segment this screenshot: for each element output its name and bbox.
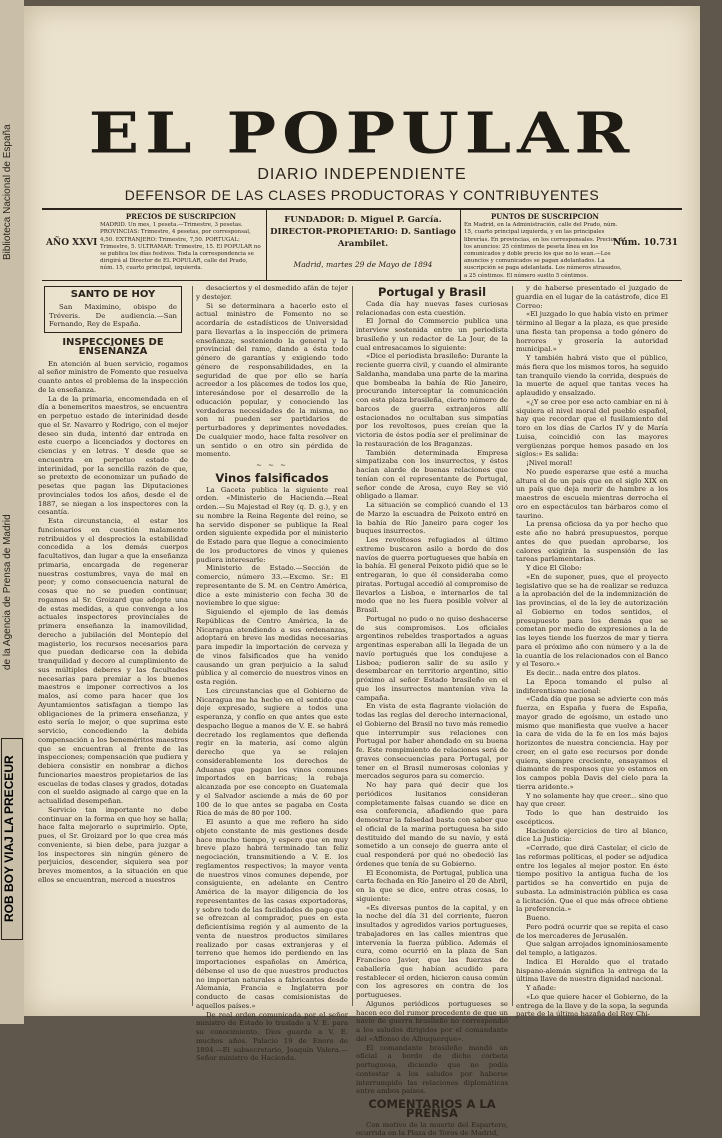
paragraph: «Cada día que pasa se advierte con más fuerza, en España y fuera de España, mayor grado de egoísmo, un estado uno mismo que manifiesta que vuelve a hacer la cara de vida de la fe en los más bajos horizontes de nuestra conciencia. Hay por creer, en el gato ese recursos por donde quiera, siempre creciente, ensayamos el diamante de responsos que yo estamos en los campos pobla Davis del cielo para la tierra aridente.» (516, 695, 668, 791)
masthead-tagline: DEFENSOR DE LAS CLASES PRODUCTORAS Y CONTRIBUYENTES (24, 187, 700, 203)
paragraph: Los circunstancias que el Gobierno de Nicaragua me ha hecho en el sentido que deje expresado, sugiere a todos una esperanza, y confío en que antes que este despacho llegue a manos de V. E. se habrá decretado los reglamentos que defienda regir en la materia, así como algún derecho que ya se relajen considerablemente los derechos de Aduanas que pagan los vinos comunes importados en barricas; la rebaja alcanzada por ese concepto en Guatemala y el Salvador asciende a más de 60 por 100 de lo que antes se pagaba en Costa Rica de más de 80 por 100. (196, 687, 348, 818)
paragraph: Y dice El Globo: (516, 564, 668, 573)
paragraph: Esta circunstancia, el estar los funcionarios en cuestión malamente retribuidos y el desprecios la estabilidad concedida a los demás cuerpos facultativos, dan lugar a que la enseñanza primaria, encargada de regenerar nuestras costumbres, vaya de mal en peor; y como consecuencia natural de cosas que no se pueden continuar, rogamos al Sr. Groizard que adopte una de estas medidas, a que convenga a los actuales inspectores provinciales de primera enseñanza la inamovilidad, derecho a jubilación del Montepío del magisterio, los recursos necesarios para que puedan dedicarse con la debida tranquilidad y decoro al cumplimiento de sus múltiples deberes y las facultades necesarias para premiar a los buenos maestros e imponer correctivos a los malos, así como para hacer que los Ayuntamientos satisfagan a tiempo las obligaciones de la primera enseñanza, y esto sería lo mejor, o que suprima este servicio, concediendo la debida compensación a los beneméritos maestros que se encuentran al frente de las inspecciones; compensación que pudiera y debiera consistir en nombrar a dichos funcionarios maestros propietarios de las escuelas de todas clases y grados, dotadas con el sueldo asignado al cargo que en la actualidad desempeñan. (38, 517, 188, 806)
info-bar (42, 208, 682, 281)
paragraph: De real orden comunicada por el señor ministro de Estado lo traslado a V. E. para su conocimiento. Dios guarde a V. E. muchos años. Palacio 19 de Enero de 1894.—El subsecretario, Joaquín Valera.—Señor ministro de Hacienda. (196, 1011, 348, 1064)
paragraph: Bueno. (516, 914, 668, 923)
paragraph: Ministerio de Estado.—Sección de comercio, número 33.—Excmo. Sr.: El representante de S. M. en Centro América, dice a este ministerio con fecha 30 de noviembre lo que sigue: (196, 564, 348, 608)
masthead-subtitle: DIARIO INDEPENDIENTE (24, 166, 700, 184)
article-title-vinos: Vinos falsificados (196, 474, 348, 483)
column-1 (38, 284, 188, 1014)
subscription-prices (100, 210, 262, 280)
paragraph: Y también habrá visto que el público, más fiera que los mismos toros, ha seguido tan tranquilo viendo la corrida, después de la muerte de aquel que tantas veces ha aplaudido y ensalzado. (516, 354, 668, 398)
paragraph: Indica El Heraldo que el tratado hispano-alemán significa la entrega de la última llave de nuestra dignidad nacional. (516, 958, 668, 984)
paragraph: La de la primaria, encomendada en el día a benemeritos maestros, se encuentra en perpetuo estado de interinidad desde que el Sr. Navarro y Rodrigo, con el mejor deseo sin duda, intentó dar entrada en este cuerpo a licenciados y doctores en ciencias y en letras. Y desde que se encuentra en perpetuo estado de interinidad, por la sencilla razón de que, so pretexto de economizar un puñado de pesetas que pagan las Diputaciones provinciales todos los años, desde el de 1887, se niegan a los inspectores con la cesantía. (38, 395, 188, 518)
ornament-divider: ~ ~ ~ (196, 461, 348, 470)
paragraph: Pero podrá ocurrir que se repita el caso de los mercaderes de Jerusalén. (516, 923, 668, 941)
paragraph: El Jornal do Commercio publica una interview sostenida entre un periodista brasileño y un redactor de La Jour, de la cual entresacamos lo siguiente: (356, 317, 508, 352)
director-line: DIRECTOR-PROPIETARIO: D. Santiago Arambilet. (268, 226, 458, 250)
adjacent-page-strip (0, 0, 24, 1024)
subscription-points (464, 210, 626, 280)
paragraph: «Dice el periodista brasileño: Durante la reciente guerra civil, y cuando el almirante Saldanha, mandaba una parte de la marina que bombeaba la bahía de Río Janeiro, procurando interceptar la comunicación con esta plaza brasileña, cierto número de barcos de guerra extranjeros allí estacionados no ocultaban sus simpatías por los revoltosos, pues creían que la victoria de éstos podía ser el preliminar de la restauración de los Braganzas. (356, 352, 508, 448)
paragraph: En atención al buen servicio, rogamos al señor ministro de Fomento que resuelva cuanto antes el problema de la inspección de la enseñanza. (38, 360, 188, 395)
paragraph: Servicio tan importante no debe continuar en la forma en que hoy se halla; hace falta mejorarlo o suprimirlo. Opte, pues, el Sr. Groizard por lo que crea más conveniente, si bien debe, para juzgar a los inspectores sin ningún género de perjuicios, descender, siquiera sea por breves momentos, a la situación en que ellos se encuentran, merced a nuestros (38, 806, 188, 885)
article-title-comentarios: COMENTARIOS A LA PRENSA (356, 1100, 508, 1118)
subscription-title: PRECIOS DE SUSCRIPCION (100, 213, 262, 220)
paragraph: No puede esperarse que esté a mucha altura el de un país que en el siglo XIX en un país que deja morir de hambre a los maestros de escuela mientras derrocha el oro en espectáculos tan bárbaros como el taurino. (516, 468, 668, 521)
points-lines: En Madrid, en la Administración, calle del Prado, núm. 15, cuarto principal izquierda, y en las principales librerías. En provincias, en los corresponsales. Precios de los anuncios: 25 céntimos de peseta línea en los comunicados y doble precio los que no lo sean.—Los anuncios y comunicados se pagan adelantados. La suscripción se paga adelantada. Los números atrasados, a 25 céntimos. El número suelto 5 céntimos. (464, 222, 625, 278)
issue-date: Madrid, martes 29 de Mayo de 1894 (268, 260, 458, 269)
paragraph: Todo lo que han destruido los escépticos. (516, 809, 668, 827)
paragraph: La prensa oficiosa da ya por hecho que este año no habrá presupuestos, porque antes de que puedan aprobarse, los calores exigirán la suspensión de las tareas parlamentarias. (516, 520, 668, 564)
paragraph: Y no solamente hay que creer... sino que hay que creer. (516, 792, 668, 810)
paragraph: Y añade: (516, 984, 668, 993)
paragraph: La situación se complicó cuando el 13 de Marzo la escuadra de Peixoto entró en la bahía de Río Janeiro para coger los buques insurrectos. (356, 501, 508, 536)
publisher-info (268, 214, 458, 250)
paragraph: Con motivo de la muerte del Espartero, ocurrida en la Plaza de Toros de Madrid, (356, 1121, 508, 1138)
paragraph: La Época tomando el pulso al indiferentismo nacional: (516, 678, 668, 696)
paragraph: Es decir... nada entre dos platos. (516, 669, 668, 678)
newspaper-page (24, 6, 700, 1016)
santo-box (44, 286, 182, 333)
spine-label-top: Biblioteca Nacional de España (2, 60, 13, 260)
paragraph: ¡Nivel moral! (516, 459, 668, 468)
santo-text: San Maximino, obispo de Tréveris. De audiencia.—San Fernando, Rey de España. (49, 303, 177, 329)
paragraph: El comandante brasileño mandó un oficial a bordo de dicho corbeta portuguesa, diciendo que no podía contestar a los saludos por haberse interrumpido las relaciones diplomáticas entre ambos países. (356, 1044, 508, 1097)
paragraph: desaciertos y el desmedido afán de tejer y destejer. (196, 284, 348, 302)
paragraph: En vista de esta flagrante violación de todas las reglas del derecho internacional, el Gobierno del Brasil no tuvo más remedio que interrumpir sus relaciones con Portugal por haber ahondado en su buena fe. Este rompimiento de relaciones será de graves consecuencias para Portugal, por tener en el Brasil numerosas colonias y mercados seguros para su comercio. (356, 702, 508, 781)
paragraph: No hay para qué decir que los periódicos lusitanos consideran completamente falsas cuando se dice en esa conferencia, añadiendo que para demostrar la falsedad basta con saber que el oficial de la marina portuguesa ha sido destituido del mando de su navío, y está sometido a un consejo de guerra ante el cual responderá por qué no obedeció las órdenes que tenía de su Gobierno. (356, 781, 508, 869)
paragraph: y de haberse presentado el juzgado de guardia en el lugar de la catástrofe, dice El Correo: (516, 284, 668, 310)
article-title-inspecciones: INSPECCIONES DE ENSEÑANZA (38, 339, 188, 357)
column-rule (352, 286, 353, 1006)
paragraph: Haciendo ejercicios de tiro al blanco, dice La Justicia: (516, 827, 668, 845)
paragraph: «En de suponer, pues, que el proyecto legislativo que se ha de realizar se reduzca a la aprobación del de la indemnización de las provincias, el de la ley de autorización al Gobierno en todos sentidos, el presupuesto para los demás que se cometan por medio de expresiones a la de las leyes tiende los fuerzos de mar y tierra para el próximo año con número y a la de la cuantía de los relacionados con el Banco y el Tesoro.» (516, 573, 668, 669)
paragraph: «Es diversas puntos de la capital, y en la noche del día 31 del corriente, fueron insultados y agredidos varios portugueses, trabajadores en las calles mientras que intervenía la fuerza pública. Además el cura, como ocurrió en la plaza de San Francisco Javier, que las fuerzas de caballería que habían acudido para restablecer el orden, hicieron causa común con los agresores en contra de los portugueses. (356, 904, 508, 1000)
article-title-portugal: Portugal y Brasil (356, 288, 508, 297)
issue-number: Núm. 10.731 (613, 238, 678, 248)
points-title: PUNTOS DE SUSCRIPCION (464, 213, 626, 220)
founder-line: FUNDADOR: D. Miguel P. García. (268, 214, 458, 226)
paragraph: El asunto a que me refiero ha sido objeto constante de mis gestiones desde hace mucho tiempo, y espero que en muy breve plazo habrá terminado tan feliz negociación, transmitiendo a V. E. los reglamentos respectivos; la mayor venta de nuestros vinos comunes depende, por consiguiente, en adelante en Centro América de la mayor diligencia de los representantes de las casas exportadoras, y sobre todo de las facilidades de pago que se ofrezcan al comprador, pues en esta deficientísima región y al aumento de la venta de nuestros productos similares realizado por casas extranjeras y el terreno que hemos ido perdiendo en las importaciones españolas en América, débense el uso de que nuestros productos no importan naturales a fabricantes desde Alemania, Francia e Inglaterra por conducto de casas comisionistas de aquellos países.» (196, 818, 348, 1011)
paragraph: Portugal no pudo o no quiso deshacerse de sus compromisos. Los oficiales argentinos rebeldes trasportados a aguas argentinas esperaban allí la llegada de un navío portugués que los condujese a Lisboa; pudieron salir de su asilo y desembarcar en territorio argentino, sitio próximo al señor Estado brasileño en el que los insurrectos mantenían viva la campaña. (356, 615, 508, 703)
subscription-lines: MADRID. Un mes, 1 peseta.—Trimestre, 3 pesetas. PROVINCIAS: Trimestre, 4 pesetas, por corresponsal, 4,50. EXTRANJERO: Trimestre, 7,50. PORTUGAL: Trimestre, 5. ULTRAMAR: Trimestre, 15. El POPULAR no se publica los días festivos. Toda la correspondencia se dirigirá al Director de EL POPULAR, calle del Prado, núm. 15, cuarto principal, izquierda. (100, 222, 261, 271)
paragraph: Si se determinara a hacerlo esto el actual ministro de Fomento no se acordaría de estadísticos de Universidad para llevarlas a la inspección de primera enseñanza; sosteniendo la general y la provincial del ramo, dando a ésta todo género de garantías y exigiendo todo género de responsabilidades, en la seguridad de que por ello se haría acreedor a los plácemes de todos los que, interesándose por el desarrollo de la educación popular, y conociendo las verdaderas necesidades de la misma, no son ni pueden ser partidarios de perturbadores y deprimentes novedades. De cualquier modo, hace falta resolver en un sentido o en otro sin pérdida de momento. (196, 302, 348, 460)
column-2 (196, 284, 348, 1014)
year-label: AÑO XXVI (46, 238, 97, 248)
paragraph: Que salgan arrojados ignominiosamente del templo, a latigazos. (516, 940, 668, 958)
spine-label-middle: de la Agencia de Prensa de Madrid (2, 470, 13, 670)
column-4 (516, 284, 668, 1014)
paragraph: «El juzgado lo que había visto en primer término al llegar a la plaza, es que preside una fiesta tan propensa a todo género de horrores y grosería la autoridad municipal.» (516, 310, 668, 354)
spine-box-label: ROB BOY VIAJ LA PRECEUR (1, 738, 23, 940)
masthead-title: EL POPULAR (24, 100, 700, 166)
column-rule (192, 286, 193, 1006)
paragraph: «¿Y se cree por ese acto cambiar en ni à siquiera el nivel moral del pueblo español, hay que recordar que el fusilamiento del toro en los días de Carlos IV y de María Luisa, coincidió con las mayores vergüenzas porque hemos pasado en los siglos:» Es salida: (516, 398, 668, 459)
paragraph: Siguiendo el ejemplo de las demás Repúblicas de Centro América, la de Nicaragua atendiendo a sus ordenanzas, adoptará en breve las medidas necesarias para impedir la importación de cerveza y de vinos falsificados que ha venido causando un gran perjuicio a la salud pública y al comercio de nuestros vinos en esta región. (196, 608, 348, 687)
paragraph: Algunos periódicos portugueses se hacen eco del rumor procedente de que un navío de guerra brasileño no correspondió a los saludos dirigidos por el comandante del «Affonso de Albuquerque». (356, 1000, 508, 1044)
santo-title: SANTO DE HOY (49, 291, 177, 300)
paragraph: La Gaceta publica la siguiente real orden. «Ministerio de Hacienda.—Real orden.—Su Majestad el Rey (q. D. g.), y en su nombre la Reina Regente del reino, se ha servido disponer se publique la Real orden siguiente expedida por el ministerio de Estado para que llegue a conocimiento de los productores de vinos y quienes pudiera interesarle: (196, 486, 348, 565)
column-3 (356, 284, 508, 1014)
info-divider (266, 210, 267, 280)
paragraph: «Lo que quiere hacer el Gobierno, de la entrega de la llave y de la sopa, la segunda parte de la última hazaña del Rey Chi- (516, 993, 668, 1019)
paragraph: «Cerrado, que dirá Castelar, el ciclo de las reformas políticas, el poder se adjudica entre los legales al mejor postor. En éste tiempo positivo la antigua fucha de los partidos se ha convertido en puja de subasta. La administración pública es casa a licitación. Que el que más ofrece obtiene la preferencia.» (516, 844, 668, 914)
column-rule (512, 286, 513, 1006)
paragraph: También determinada Empresa simpatizaba con los insurrectos, y éstos hacían alarde de buenas relaciones que tenían con el representante de Portugal, señor conde de Arosa, cuyo Rey se vió obligado a llamar. (356, 449, 508, 502)
info-divider (460, 210, 461, 280)
paragraph: Los revoltosos refugiados al último extremo buscaron asilo a bordo de dos navíos de guerra portugueses que había en la bahía. El general Peixoto pidió que se le entregaran, lo que él consideraba como piratas. Portugal accedió al compromiso de llevarlos a Lisboa, e internarlos de tal modo que no les fuera posible volver al Brasil. (356, 536, 508, 615)
paragraph: Cada día hay nuevas fases curiosas relacionadas con esta cuestión. (356, 300, 508, 318)
paragraph: El Economista, de Portugal, publica una carta fechada en Río Janeiro el 20 de Abril, en la que se dice, entre otras cosas, lo siguiente: (356, 869, 508, 904)
